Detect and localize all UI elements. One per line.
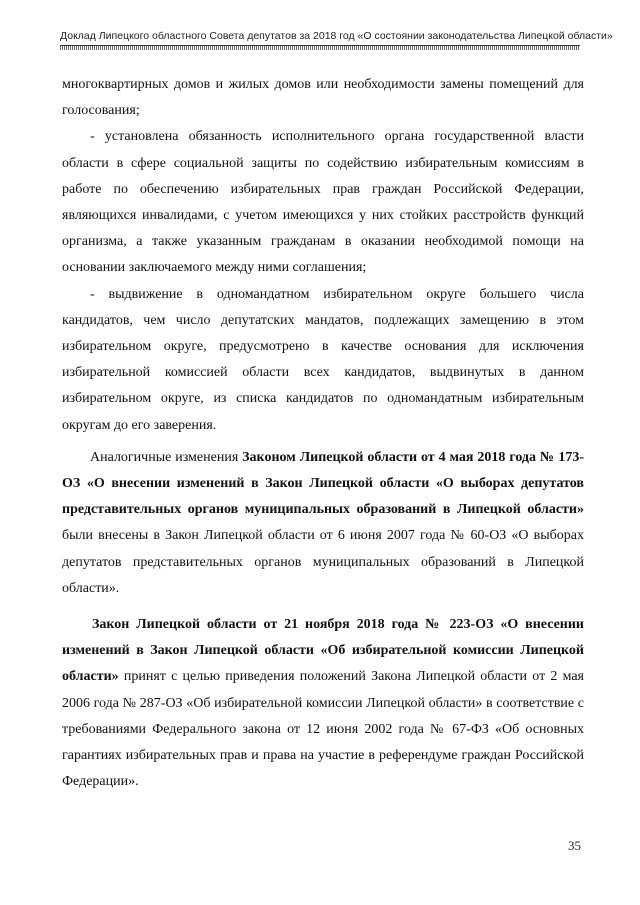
paragraph-continuation: многоквартирных домов и жилых домов или необходимости замены помещений для голосования; <box>62 77 584 119</box>
paragraph-law-173 <box>62 445 584 602</box>
page-number: 35 <box>568 838 581 853</box>
document-body <box>62 72 584 795</box>
paragraph-text: Аналогичные изменения <box>90 449 243 465</box>
header-rule <box>60 45 580 50</box>
paragraph-law-223 <box>62 612 584 795</box>
paragraph-text: были внесены в Закон Липецкой области от 6 июня 2007 года № 60-ОЗ «О выборах депутатов представительных органов муниципальных образований в Липецкой области». <box>62 528 584 596</box>
paragraph-list-item: - выдвижение в одномандатном избирательном округе большего числа кандидатов, чем число депутатских мандатов, подлежащих замещению в этом избирательном округе, предусмотрено в качестве основания для исключения избирательной комиссией области всех кандидатов, выдвинутых в данном избирательном округе, из списка кандидатов по одномандатным избирательным округам до его заверения. <box>62 286 584 433</box>
paragraph-list-item: - установлена обязанность исполнительного органа государственной власти области в сфере социальной защиты по содействию избирательным комиссиям в работе по обеспечению избирательных прав граждан Российской Федерации, являющихся инвалидами, с учетом имеющихся у них стойких расстройств функций организма, а также указанным гражданам в оказании необходимой помощи на основании заключаемого между ними соглашения; <box>62 129 584 276</box>
running-header: Доклад Липецкого областного Совета депутатов за 2018 год «О состоянии законодательства Липецкой области» <box>60 30 613 42</box>
law-title-bold: Закон Липецкой области от 21 ноября 2018 года № 223-ОЗ «О внесении изменений в Закон Липецкой области «Об избирательной комиссии Липецкой области» <box>62 617 584 685</box>
law-title-bold: Законом Липецкой области от 4 мая 2018 года № 173-ОЗ «О внесении изменений в Закон Липецкой области «О выборах депутатов представительных органов муниципальных образований в Липецкой области» <box>62 449 584 518</box>
paragraph-text: принят с целью приведения положений Закона Липецкой области от 2 мая 2006 года № 287-ОЗ «Об избирательной комиссии Липецкой области» в соответствие с требованиями Федерального закона от 12 июня 2002 года № 67-ФЗ «Об основных гарантиях избирательных прав и права на участие в референдуме граждан Российской Федерации». <box>62 669 584 790</box>
